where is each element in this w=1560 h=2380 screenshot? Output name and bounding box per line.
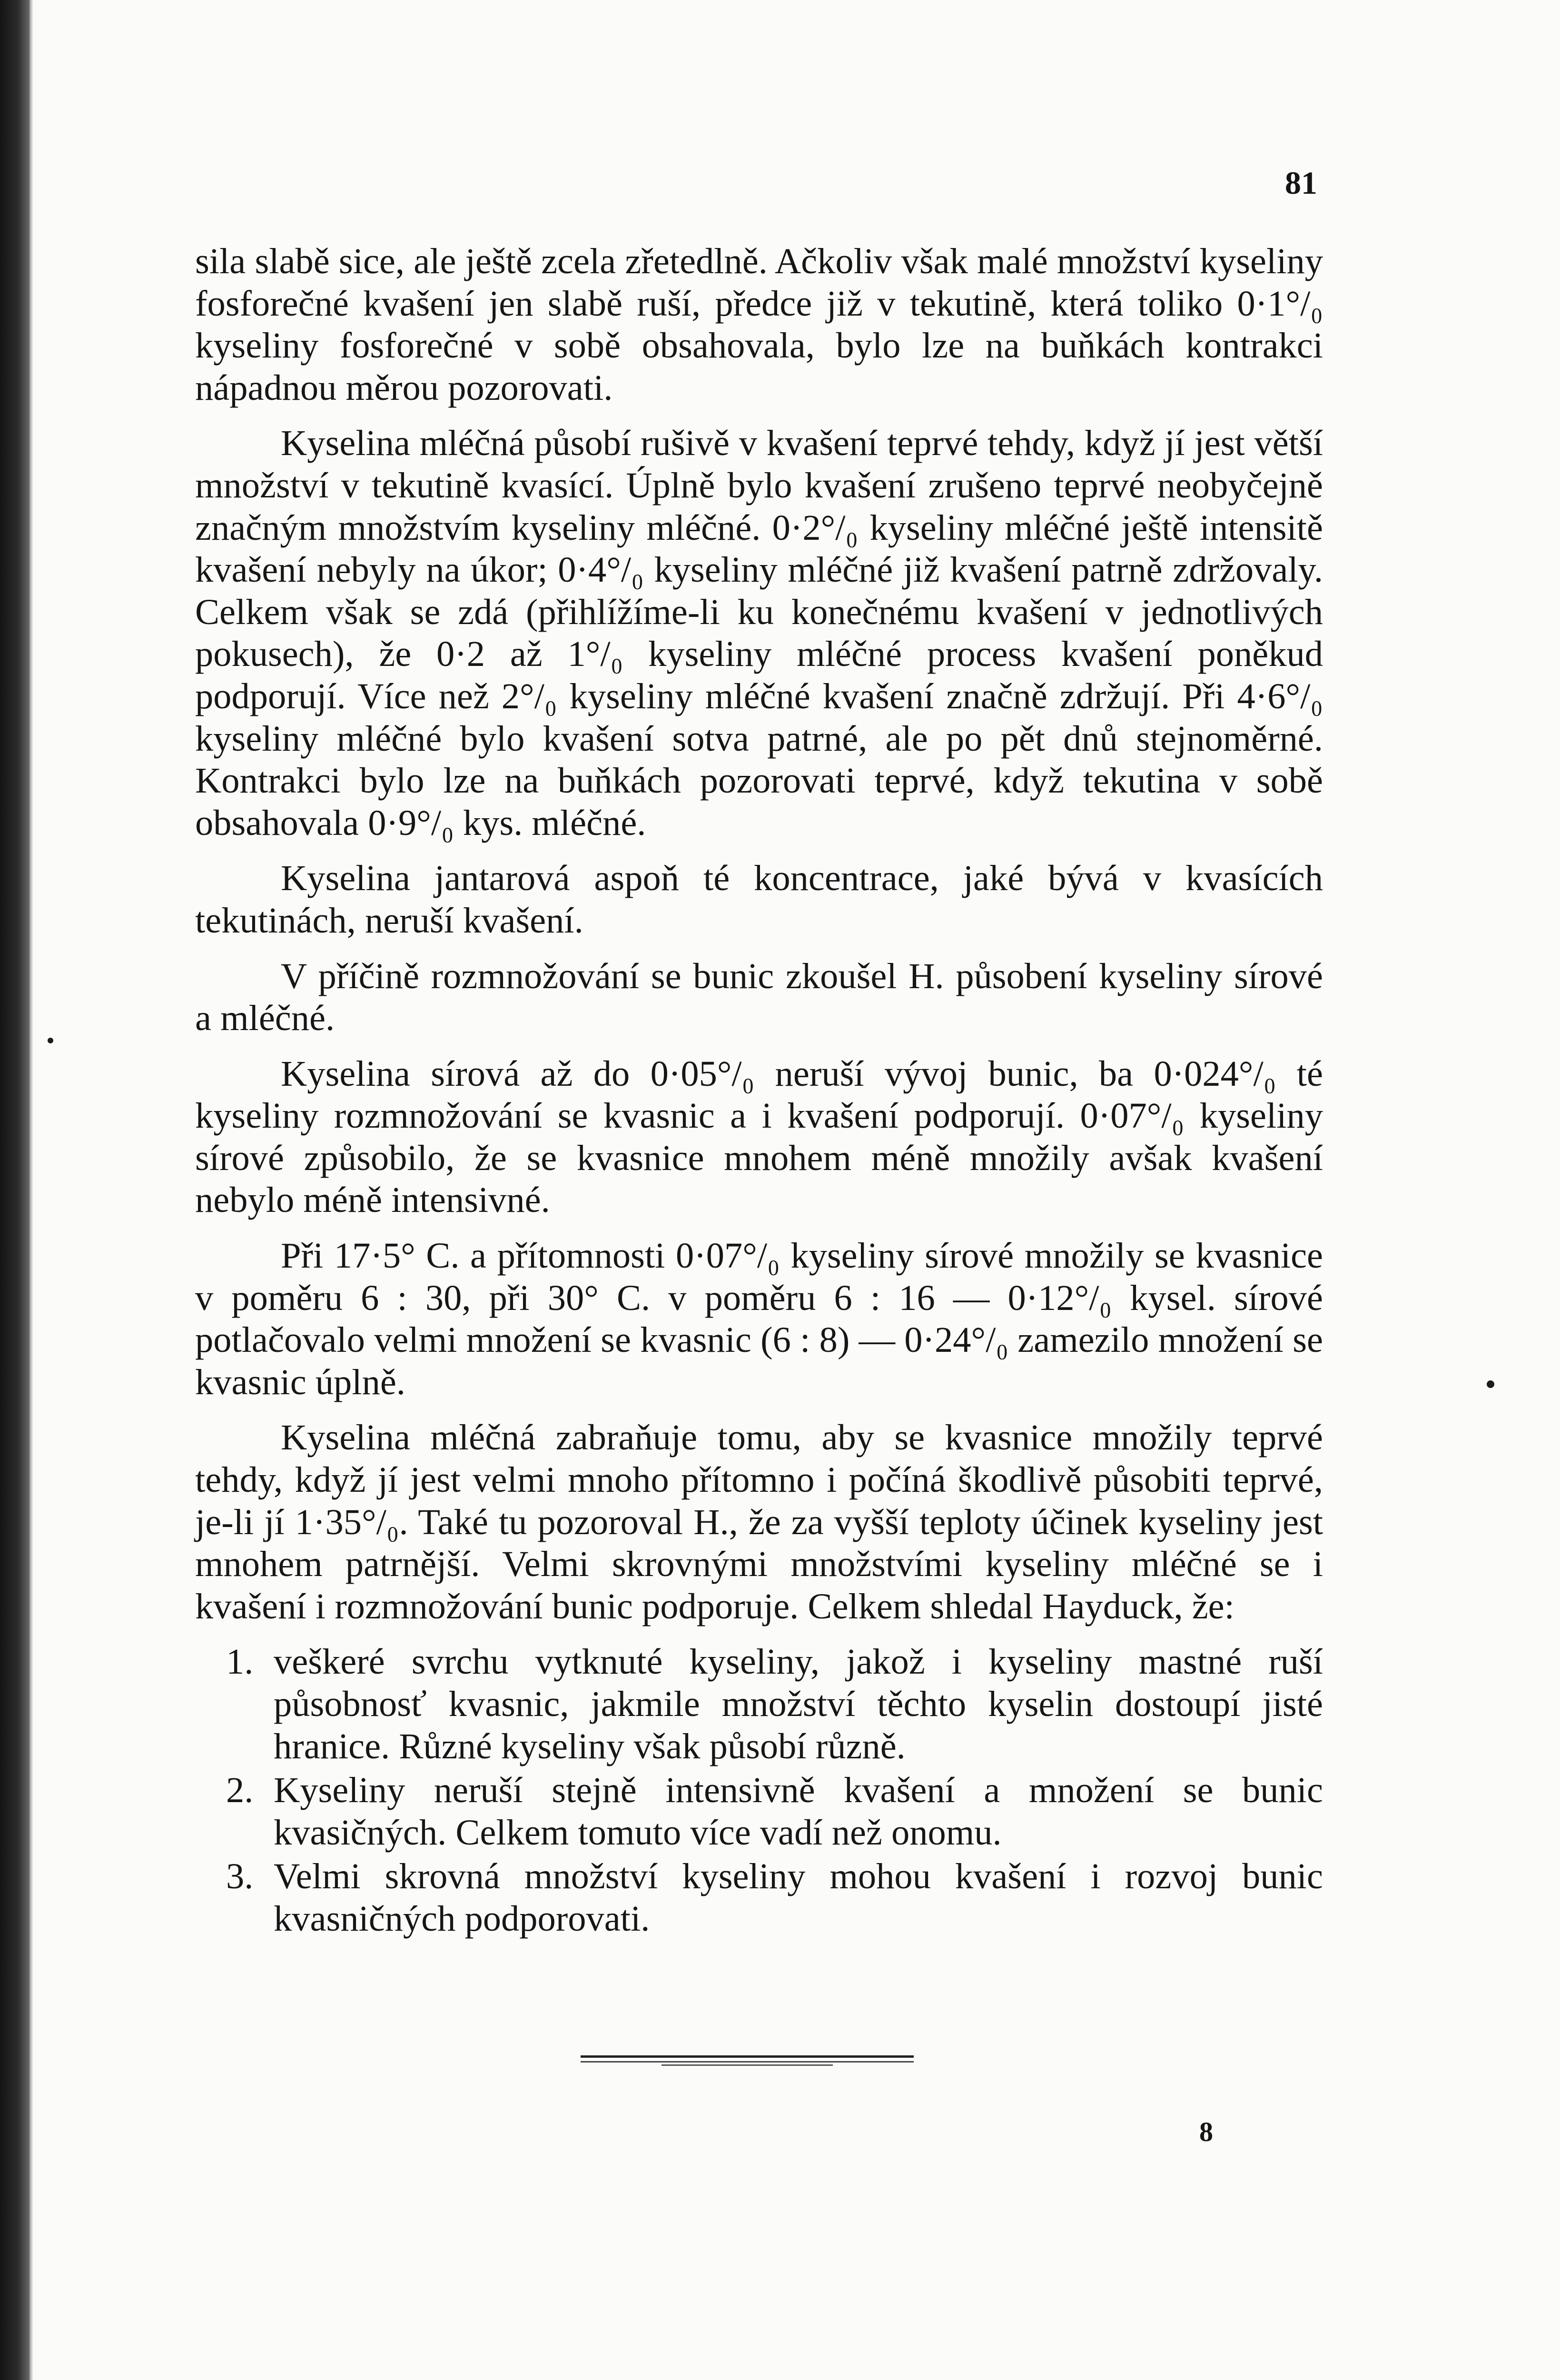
page-number: 81: [1285, 165, 1317, 201]
paragraph-lactic-acid-reproduction: Kyselina mléčná zabraňuje tomu, aby se kvasnice množily teprvé tehdy, když jí jest velmi mnoho přítomno i počíná škodlivě působiti teprvé, je-li jí 1·35°/₀. Také tu pozoroval H., že za vyšší teploty účinek kyseliny jest mnohem patrnější. Velmi skrovnými množstvími kyseliny mléčné se i kvašení i rozmnožování bunic podporuje. Celkem shledal Hayduck, že:: [195, 1417, 1323, 1626]
divider-line: [581, 2061, 914, 2063]
section-divider-rule: [581, 2055, 914, 2066]
signature-mark: 8: [1199, 2116, 1213, 2147]
page-edge-shadow: [30, 0, 33, 2380]
paragraph-lactic-acid-fermentation: Kyselina mléčná působí rušivě v kvašení teprvé tehdy, když jí jest větší množství v tekutině kvasící. Úplně bylo kvašení zrušeno teprvé neobyčejně značným množstvím kyseliny mléčné. 0·2°/₀ kyseliny mléčné ještě intensitě kvašení nebyly na úkor; 0·4°/₀ kyseliny mléčné již kvašení patrně zdržovaly. Celkem však se zdá (přihlížíme-li ku konečnému kvašení v jednotlivých pokusech), že 0·2 až 1°/₀ kyseliny mléčné process kvašení poněkud podporují. Více než 2°/₀ kyseliny mléčné kvašení značně zdržují. Při 4·6°/₀ kyseliny mléčné bylo kvašení sotva patrné, ale po pět dnů stejnoměrné. Kontrakci bylo lze na buňkách pozorovati teprvé, když tekutina v sobě obsahovala 0·9°/₀ kys. mléčné.: [195, 423, 1323, 843]
list-item: [195, 1769, 1323, 1854]
paragraph-reproduction-intro: V příčině rozmnožování se bunic zkoušel H. působení kyseliny sírové a mléčné.: [195, 955, 1323, 1039]
list-item-text: Kyseliny neruší stejně intensivně kvašení a množení se bunic kvasičných. Celkem tomuto více vadí než onomu.: [274, 1770, 1323, 1853]
body-text: [195, 240, 1323, 1942]
divider-line: [581, 2055, 914, 2058]
margin-speck: [1487, 1380, 1494, 1388]
list-item-number: 2.: [226, 1770, 254, 1811]
list-item-number: 3.: [226, 1856, 254, 1897]
divider-line: [662, 2064, 833, 2066]
paragraph-sulfuric-acid: Kyselina sírová až do 0·05°/₀ neruší vývoj bunic, ba 0·024°/₀ té kyseliny rozmnožování se kvasnic a i kvašení podporují. 0·07°/₀ kyseliny sírové způsobilo, že se kvasnice mnohem méně množily avšak kvašení nebylo méně intensivné.: [195, 1053, 1323, 1220]
list-item-text: Velmi skrovná množství kyseliny mohou kvašení i rozvoj bunic kvasničných podporovati.: [274, 1856, 1323, 1939]
paragraph-continuation: sila slabě sice, ale ještě zcela zřetedlně. Ačkoliv však malé množství kyseliny fosforečné kvašení jen slabě ruší, předce již v tekutině, která toliko 0·1°/₀ kyseliny fosforečné v sobě obsahovala, bylo lze na buňkách kontrakci nápadnou měrou pozorovati.: [195, 241, 1323, 408]
margin-speck: [48, 1038, 53, 1043]
list-item: [195, 1641, 1323, 1767]
list-item-text: veškeré svrchu vytknuté kyseliny, jakož i kyseliny mastné ruší působnosť kvasnic, jakmile množství těchto kyselin dostoupí jisté hranice. Různé kyseliny však působí různě.: [274, 1641, 1323, 1766]
paragraph-succinic-acid: Kyselina jantarová aspoň té koncentrace, jaké bývá v kvasících tekutinách, neruší kvašení.: [195, 858, 1323, 941]
scan-background-left: [0, 0, 30, 2380]
paragraph-temperature-ratios: Při 17·5° C. a přítomnosti 0·07°/₀ kyseliny sírové množily se kvasnice v poměru 6 : 30, při 30° C. v poměru 6 : 16 — 0·12°/₀ kysel. sírové potlačovalo velmi množení se kvasnic (6 : 8) — 0·24°/₀ zamezilo množení se kvasnic úplně.: [195, 1235, 1323, 1402]
list-item-number: 1.: [226, 1641, 254, 1682]
list-item: [195, 1855, 1323, 1940]
conclusions-list: [195, 1641, 1323, 1940]
